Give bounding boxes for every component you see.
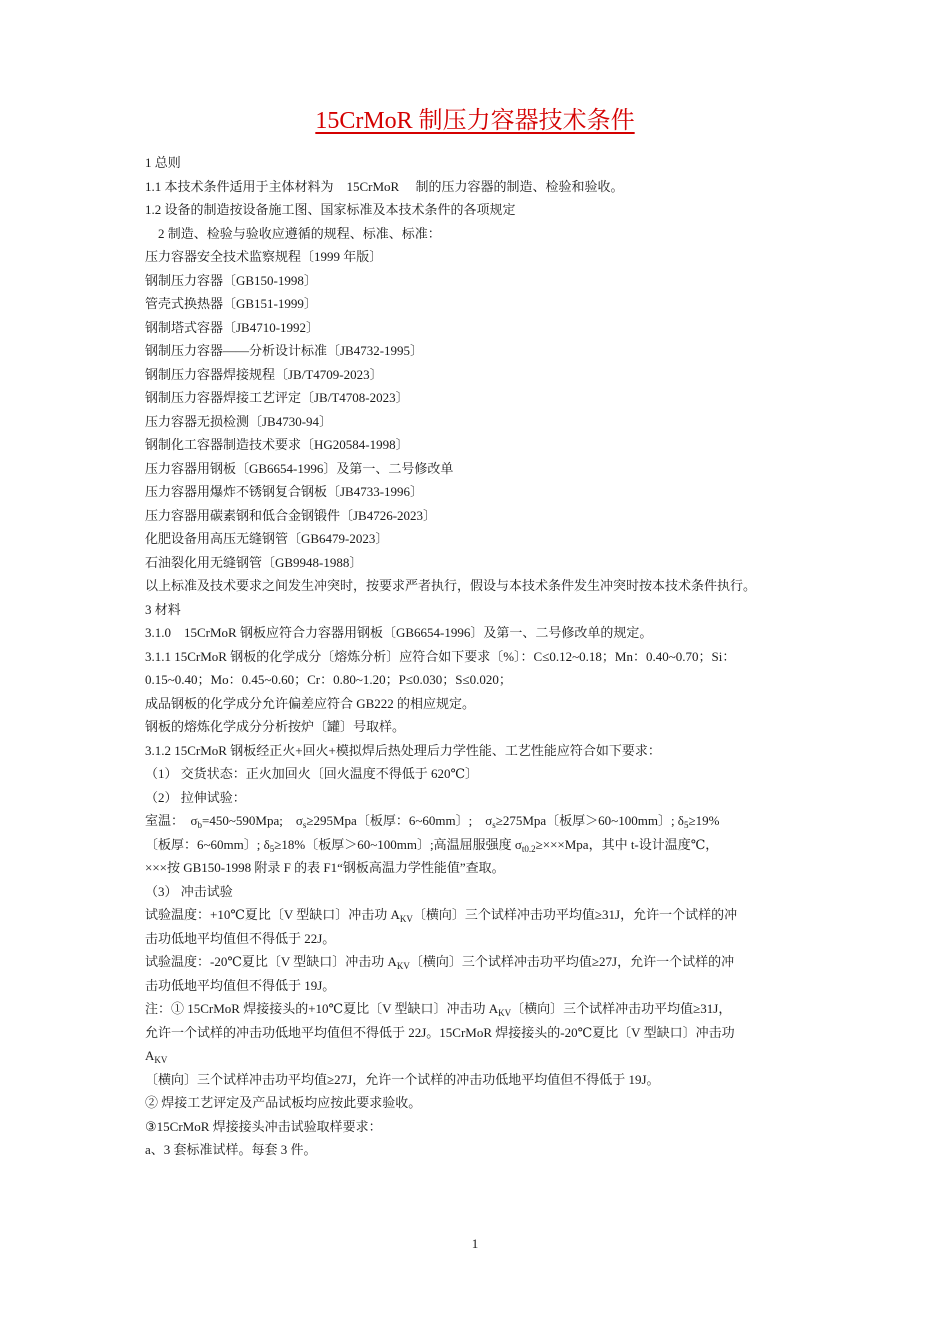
text-line: 成品钢板的化学成分允许偏差应符合 GB222 的相应规定。: [145, 695, 476, 711]
standard-item: 压力容器用碳素钢和低合金钢锻件〔JB4726-2023〕: [145, 507, 437, 523]
text-line: （1） 交货状态：正火加回火〔回火温度不得低于 620℃〕: [145, 766, 479, 781]
document-title: 15CrMoR 制压力容器技术条件: [315, 108, 635, 134]
text-line: 1.2 设备的制造按设备施工图、国家标准及本技术条件的各项规定: [145, 202, 516, 217]
note-line: 允许一个试样的冲击功低地平均值但不得低于 22J。15CrMoR 焊接接头的-20℃夏比〔V 型缺口〕冲击功: [145, 1024, 735, 1040]
text-line: 钢板的熔炼化学成分分析按炉〔罐〕号取样。: [145, 719, 406, 734]
standard-item: 钢制压力容器〔GB150-1998〕: [145, 272, 317, 288]
text-line: （2） 拉伸试验：: [145, 789, 246, 805]
page-number: 1: [471, 1236, 479, 1251]
note-line: ② 焊接工艺评定及产品试板均应按此要求验收。: [145, 1095, 422, 1110]
text-line: 1 总则: [145, 155, 181, 170]
text-line: 3.1.1 15CrMoR 钢板的化学成分〔熔炼分析〕应符合如下要求〔%〕：C≤0.12~0.18；Mn：0.40~0.70；Si：: [145, 648, 736, 664]
document-body: [145, 151, 825, 1162]
standard-item: 钢制压力容器焊接规程〔JB/T4709-2023〕: [145, 366, 383, 382]
standard-item: 钢制塔式容器〔JB4710-1992〕: [145, 319, 320, 335]
text-line: 0.15~0.40；Mo：0.45~0.60；Cr：0.80~1.20；P≤0.030；S≤0.020；: [145, 672, 512, 687]
tensile-line-2: 〔板厚：6~60mm〕; $\delta_5\ge 18\%$〔板厚＞60~100mm〕;高温屈服强度 $\sigma_{t0.2}\ge\times\times\times Mpa$，其中 t-设计温度℃，: [145, 836, 719, 854]
text-line: 3.1.2 15CrMoR 钢板经正火+回火+模拟焊后热处理后力学性能、工艺性能应符合如下要求：: [145, 742, 661, 758]
standard-item: 压力容器用爆炸不锈钢复合钢板〔JB4733-1996〕: [145, 484, 424, 499]
section-heading: 3 材料: [145, 601, 181, 617]
impact-line: 试验温度：-20℃夏比〔V 型缺口〕冲击功 $A_{KV}$〔横向〕三个试样冲击功平均值≥27J，允许一个试样的冲: [145, 954, 735, 971]
standard-item: 石油裂化用无缝钢管〔GB9948-1988〕: [145, 554, 363, 570]
text-line: 1.1 本技术条件适用于主体材料为 15CrMoR 制的压力容器的制造、检验和验收。: [145, 178, 624, 194]
impact-heading: （3） 冲击试验: [145, 883, 233, 899]
standard-item: 钢制压力容器——分析设计标准〔JB4732-1995〕: [145, 343, 424, 358]
impact-line: 试验温度：+10℃夏比〔V 型缺口〕冲击功 $A_{KV}$〔横向〕三个试样冲击功平均值≥31J，允许一个试样的冲: [145, 907, 738, 924]
text-line: 2 制造、检验与验收应遵循的规程、标准、标准：: [145, 225, 441, 241]
impact-line: 击功低地平均值但不得低于 19J。: [145, 977, 336, 993]
text-line: 以上标准及技术要求之间发生冲突时，按要求严者执行，假设与本技术条件发生冲突时按本技术条件执行。: [145, 578, 757, 593]
text-line: 3.1.0 15CrMoR 钢板应符合力容器用钢板〔GB6654-1996〕及第一、二号修改单的规定。: [145, 625, 653, 640]
standard-item: 压力容器用钢板〔GB6654-1996〕及第一、二号修改单: [145, 460, 454, 476]
standard-item: 钢制化工容器制造技术要求〔HG20584-1998〕: [145, 437, 409, 452]
standard-item: 压力容器安全技术监察规程〔1999 年版〕: [145, 249, 383, 264]
standard-item: 管壳式换热器〔GB151-1999〕: [145, 296, 317, 311]
note-line: $A_{KV}$: [145, 1048, 168, 1065]
tensile-line-3: ×××按 GB150-1998 附录 F 的表 F1“钢板高温力学性能值”查取。: [145, 860, 505, 875]
note-line: 〔横向〕三个试样冲击功平均值≥27J，允许一个试样的冲击功低地平均值但不得低于 19J。: [145, 1071, 660, 1087]
standard-item: 化肥设备用高压无缝钢管〔GB6479-2023〕: [145, 531, 389, 546]
note-line: ③15CrMoR 焊接接头冲击试验取样要求：: [145, 1118, 382, 1134]
standard-item: 压力容器无损检测〔JB4730-94〕: [145, 413, 333, 429]
standard-item: 钢制压力容器焊接工艺评定〔JB/T4708-2023〕: [145, 390, 409, 405]
tensile-line-1: 室温： $\sigma_b=450\sim 590Mpa$; $\sigma_s\ge 295Mpa$〔板厚：6~60mm〕; $\sigma_s\ge 275Mpa$〔板厚＞60~100mm〕; $\delta_5\ge 19\%$: [145, 813, 720, 830]
note-line: 注：① 15CrMoR 焊接接头的+10℃夏比〔V 型缺口〕冲击功 $A_{KV}$〔横向〕三个试样冲击功平均值≥31J，: [145, 1001, 732, 1018]
impact-line: 击功低地平均值但不得低于 22J。: [145, 930, 336, 946]
note-line: a、3 套标准试样。每套 3 件。: [145, 1142, 317, 1157]
